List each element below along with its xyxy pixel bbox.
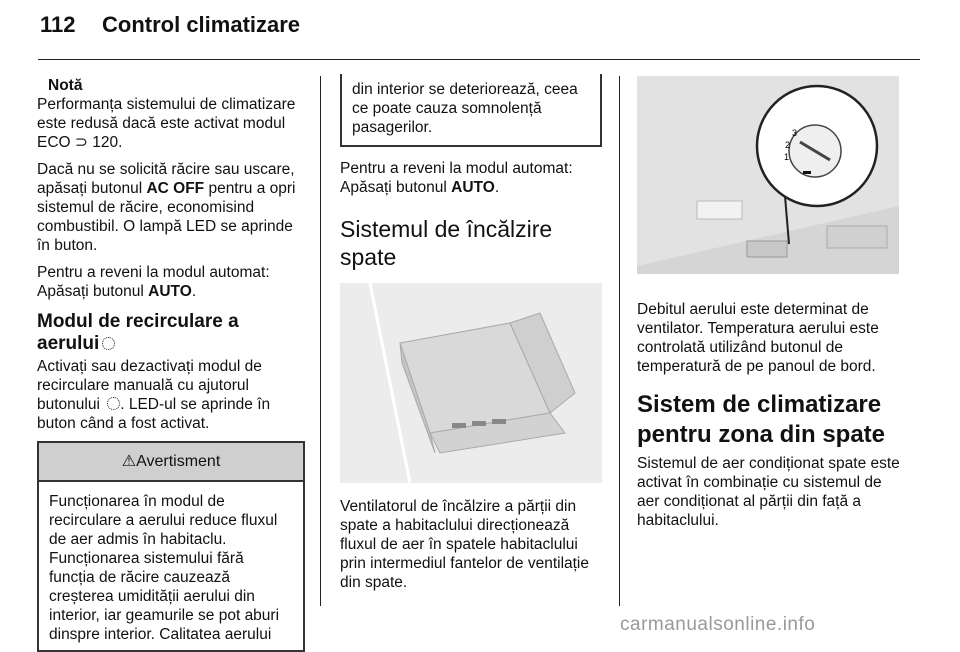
header-rule <box>38 59 920 60</box>
page-header <box>40 12 300 38</box>
rear-heating-heading: Sistemul de încălzire spate <box>340 216 553 270</box>
recirculation-icon <box>107 397 120 410</box>
rear-climate-illustration <box>637 76 899 274</box>
arrow-ref-icon: ⊃ <box>74 134 88 151</box>
column-1 <box>37 76 305 652</box>
rear-heating-caption: Ventilatorul de încălzire a părții din spate a habitaclului direcționează fluxul de aer în spatele habitaclului prin intermediul fantelor de ventilație din spate. <box>340 498 589 591</box>
recirculation-icon <box>102 337 115 350</box>
warning-title: Avertisment <box>136 453 221 470</box>
warning-body: Funcționarea în modul de recirculare a aerului reduce fluxul de aer admis în habitaclu. Funcționarea sistemului fără funcția de răcire cauzează creșterea umidității aerului din interior, iar geamurile se pot aburi dinspre interior. Calitatea aerului <box>49 493 280 643</box>
column-divider <box>320 76 321 606</box>
recirculation-heading: Modul de recirculare a aerului <box>37 311 239 354</box>
paragraph-auto: Pentru a reveni la modul automat: Apăsați butonul AUTO. <box>37 264 270 300</box>
warning-triangle-icon: ⚠ <box>121 453 137 470</box>
rear-climate-paragraph: Sistemul de aer condiționat spate este activat în combinație cu sistemul de aer condiționat al părții din față a habitaclului. <box>637 455 900 529</box>
column-3 <box>637 76 907 538</box>
rear-climate-heading: Sistem de climatizare pentru zona din spate <box>637 391 886 448</box>
ac-off-label: AC OFF <box>146 180 205 197</box>
recirculation-paragraph: Activați sau dezactivați modul de recirculare manuală cu ajutorul butonului . LED-ul se aprinde în buton când a fost activat. <box>37 358 271 432</box>
watermark: carmanualsonline.info <box>620 614 816 635</box>
warning-header <box>39 443 303 482</box>
note-text: Performanța sistemului de climatizare este redusă dacă este activat modul ECO <box>37 96 296 151</box>
paragraph-ac-off: Dacă nu se solicită răcire sau uscare, apăsați butonul AC OFF pentru a opri sistemul de răcire, economisind combustibil. O lampă LED se aprinde în buton. <box>37 161 296 254</box>
page-title: Control climatizare <box>102 12 301 37</box>
warning-box-continued: din interior se deteriorează, ceea ce poate cauza somnolență pasagerilor. <box>340 74 602 147</box>
rear-vent-drawing <box>340 283 602 483</box>
rear-vent-illustration <box>340 283 602 483</box>
knob-label-1: 1 <box>784 152 790 162</box>
auto-label: AUTO <box>148 283 192 300</box>
note-title: Notă <box>48 77 83 94</box>
page-number: 112 <box>40 12 76 37</box>
paragraph-auto-2: Pentru a reveni la modul automat: Apăsați butonul AUTO. <box>340 160 573 196</box>
column-divider <box>619 76 620 606</box>
airflow-paragraph: Debitul aerului este determinat de ventilator. Temperatura aerului este controlată utilizând butonul de temperatură de pe panoul de bord. <box>637 301 879 375</box>
knob-label-3: 3 <box>792 128 798 138</box>
note-ref: 120. <box>92 134 123 151</box>
rear-climate-drawing <box>637 76 899 274</box>
column-2 <box>340 76 602 600</box>
knob-label-2: 2 <box>785 140 791 150</box>
warning-box <box>37 441 305 652</box>
note-body <box>37 95 305 152</box>
